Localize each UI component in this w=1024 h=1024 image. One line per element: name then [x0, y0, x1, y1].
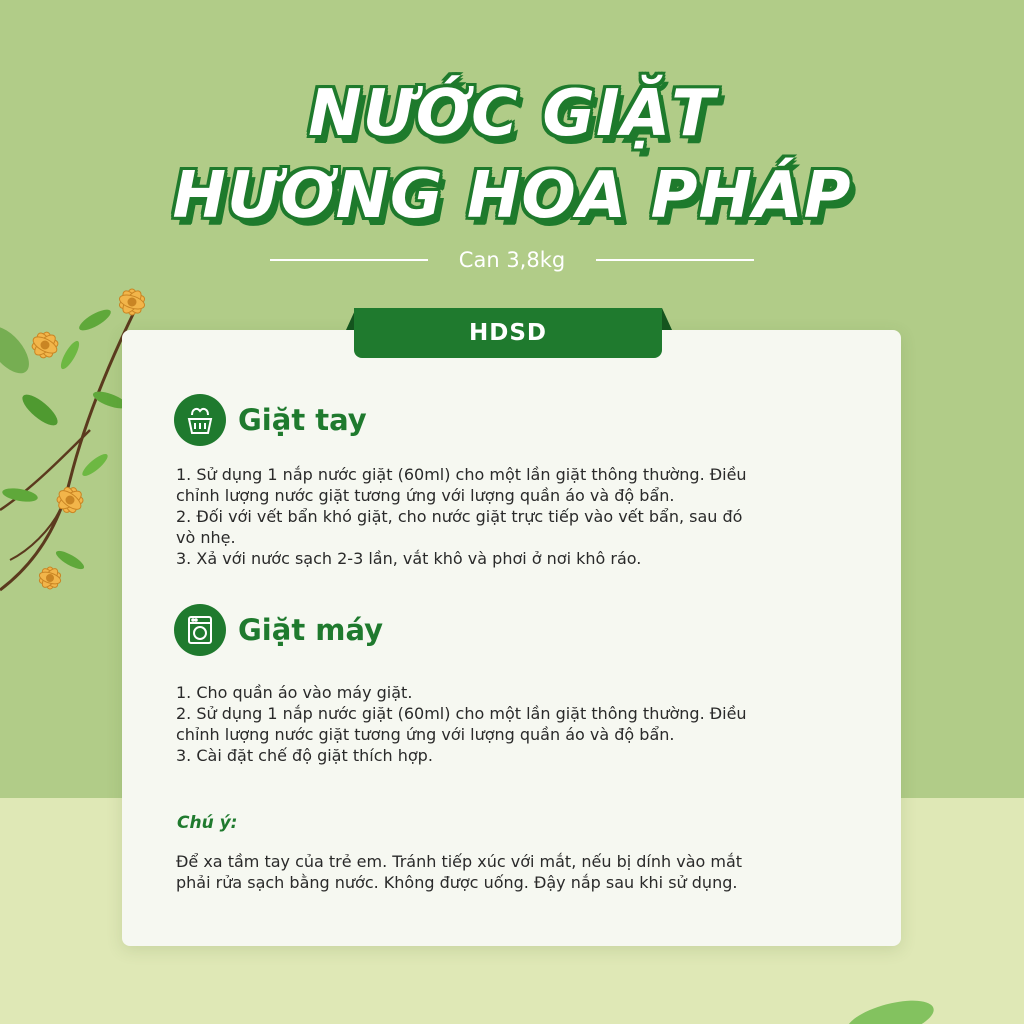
hand-wash-instructions: [176, 464, 876, 569]
machine-wash-instructions: [176, 682, 876, 766]
machine-wash-header: [174, 604, 383, 656]
note-text: [176, 851, 876, 893]
subtitle-divider-left: [270, 259, 428, 261]
ribbon-fold-right: [662, 308, 672, 330]
subtitle-row: [270, 246, 754, 274]
page-title-line2: HƯƠNG HOA PHÁP: [172, 159, 852, 233]
instruction-line: 2. Đối với vết bẩn khó giặt, cho nước giặt trực tiếp vào vết bẩn, sau đó: [176, 507, 743, 526]
hand-wash-icon: [174, 394, 226, 446]
instruction-line: chỉnh lượng nước giặt tương ứng với lượng quần áo và độ bẩn.: [176, 725, 675, 744]
note-line: Để xa tầm tay của trẻ em. Tránh tiếp xúc với mắt, nếu bị dính vào mắt: [176, 852, 743, 871]
note-line: phải rửa sạch bằng nước. Không được uống. Đậy nắp sau khi sử dụng.: [176, 873, 738, 892]
hdsd-ribbon: HDSD: [354, 308, 662, 358]
page-title-line1: NƯỚC GIẶT: [308, 77, 716, 151]
subtitle: Can 3,8kg: [458, 248, 566, 272]
instruction-line: 2. Sử dụng 1 nắp nước giặt (60ml) cho một lần giặt thông thường. Điều: [176, 704, 747, 723]
leaf-decoration: [840, 990, 960, 1024]
instruction-line: 3. Cài đặt chế độ giặt thích hợp.: [176, 746, 433, 765]
machine-wash-title: Giặt máy: [238, 613, 384, 647]
instruction-line: 1. Cho quần áo vào máy giặt.: [176, 683, 413, 702]
note-title: Chú ý:: [177, 813, 238, 833]
hand-wash-title: Giặt tay: [238, 403, 367, 437]
instruction-line: 1. Sử dụng 1 nắp nước giặt (60ml) cho một lần giặt thông thường. Điều: [176, 465, 747, 484]
instruction-line: vò nhẹ.: [176, 528, 236, 547]
subtitle-divider-right: [596, 259, 754, 261]
hand-wash-header: [174, 394, 367, 446]
instruction-line: 3. Xả với nước sạch 2-3 lần, vắt khô và phơi ở nơi khô ráo.: [176, 549, 642, 568]
washing-machine-icon: [174, 604, 226, 656]
instruction-line: chỉnh lượng nước giặt tương ứng với lượng quần áo và độ bẩn.: [176, 486, 675, 505]
